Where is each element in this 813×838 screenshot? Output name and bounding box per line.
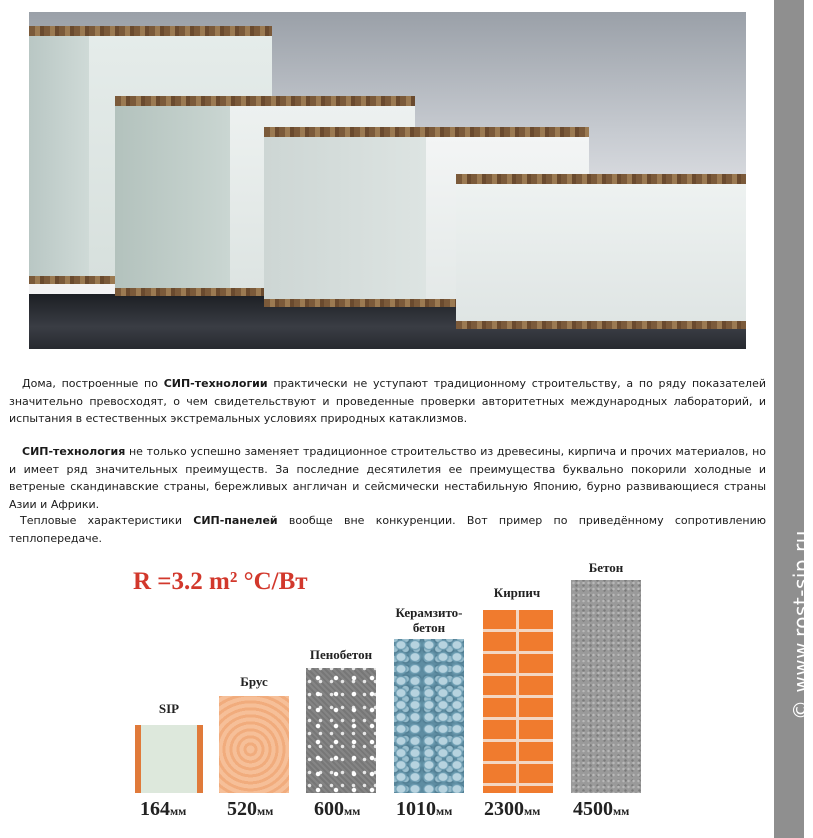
value-beton xyxy=(573,798,629,821)
material-label-keramzitobeton-line2: бетон xyxy=(412,620,446,635)
paragraph-3-bold: СИП-панелей xyxy=(193,514,278,527)
material-block-penobeton xyxy=(306,668,376,793)
value-sip-number: 164 xyxy=(140,798,170,820)
material-block-brus xyxy=(219,696,289,793)
value-keramzitobeton-number: 1010 xyxy=(396,798,436,820)
value-penobeton xyxy=(314,798,360,821)
paragraph-2-bold: СИП-технология xyxy=(22,445,126,458)
value-kirpich xyxy=(484,798,540,821)
value-brus-number: 520 xyxy=(227,798,257,820)
material-label-keramzitobeton xyxy=(390,605,468,635)
material-label-sip: SIP xyxy=(158,701,180,716)
value-sip xyxy=(140,798,186,821)
watermark: © www.rost-sip.ru xyxy=(789,530,813,720)
material-label-beton: Бетон xyxy=(588,560,624,575)
paragraph-2 xyxy=(9,443,766,513)
material-block-kirpich xyxy=(483,610,553,793)
material-label-penobeton: Пенобетон xyxy=(309,647,373,662)
value-penobeton-number: 600 xyxy=(314,798,344,820)
material-block-beton xyxy=(571,580,641,793)
value-beton-unit: мм xyxy=(613,804,630,818)
sip-panels-photo xyxy=(29,12,746,349)
value-keramzitobeton xyxy=(396,798,452,821)
material-block-sip xyxy=(135,725,203,793)
material-block-keramzitobeton xyxy=(394,639,464,793)
paragraph-3-text-b: вообще вне конкуренции. Вот пример по приведённому сопротивлению теплопередаче. xyxy=(9,514,766,545)
material-label-brus: Брус xyxy=(240,674,268,689)
value-brus-unit: мм xyxy=(257,804,274,818)
value-brus xyxy=(227,798,273,821)
value-keramzitobeton-unit: мм xyxy=(436,804,453,818)
value-beton-number: 4500 xyxy=(573,798,613,820)
paragraph-1 xyxy=(9,375,766,428)
value-penobeton-unit: мм xyxy=(344,804,361,818)
thermal-resistance-formula: R =3.2 m² °C/Вт xyxy=(133,568,308,595)
value-kirpich-number: 2300 xyxy=(484,798,524,820)
paragraph-1-text-a: Дома, построенные по xyxy=(22,377,164,390)
paragraph-3-text-a: Тепловые характеристики xyxy=(20,514,194,527)
value-kirpich-unit: мм xyxy=(524,804,541,818)
material-label-keramzitobeton-line1: Керамзито- xyxy=(395,605,463,620)
paragraph-2-text: не только успешно заменяет традиционное строительство из древесины, кирпича и прочих материалов, но и имеет ряд значительных преимуществ. За последние десятилетия ее преимущества буквально покорили холодные и ветреные скандинавские страны, бережливых англичан и сейсмически нестабильную Японию, бурно развивающиеся страны Азии и Африки. xyxy=(9,445,766,511)
value-sip-unit: мм xyxy=(170,804,187,818)
material-label-kirpich: Кирпич xyxy=(493,585,541,600)
paragraph-1-bold: СИП-технологии xyxy=(163,377,268,390)
photo-panel-4 xyxy=(456,174,746,329)
paragraph-3 xyxy=(9,512,766,547)
paragraph-1-text-b: практически не уступают традиционному строительству, а по ряду показателей значительно превосходят, о чем свидетельствуют и проведенные проверки авторитетных международных лабораторий, и испытания в естественных экстремальных условиях природных катаклизмов. xyxy=(9,377,767,425)
